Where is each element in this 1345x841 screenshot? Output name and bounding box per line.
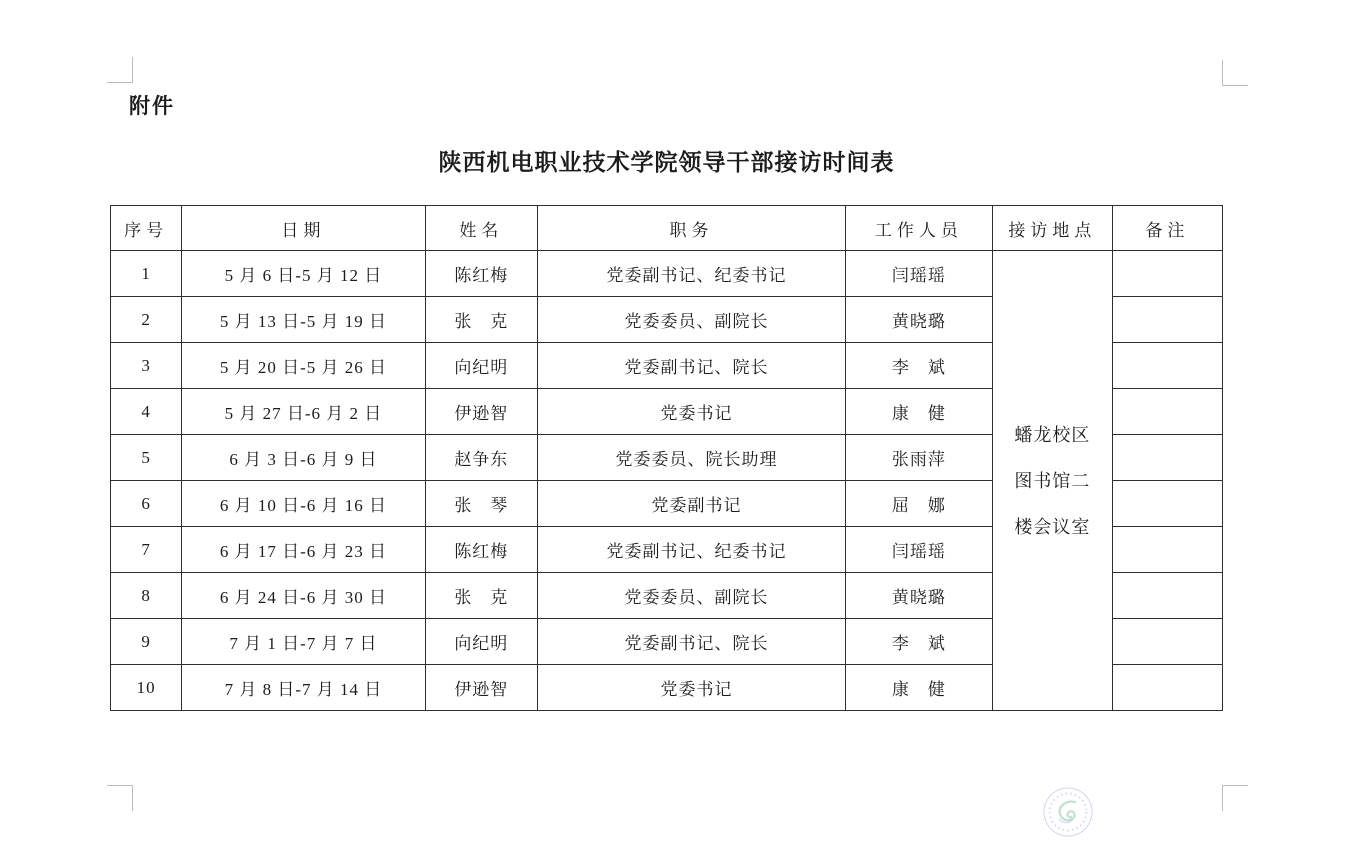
cell-name: 伊逊智: [425, 665, 537, 711]
cell-no: 1: [111, 251, 182, 297]
table-header-row: [111, 206, 1223, 251]
cell-name: 张 克: [425, 297, 537, 343]
cell-name: 向纪明: [425, 343, 537, 389]
cell-no: 2: [111, 297, 182, 343]
cell-name: 张 琴: [425, 481, 537, 527]
cell-remark: [1112, 389, 1222, 435]
cell-date: 7 月 8 日-7 月 14 日: [182, 665, 426, 711]
cell-date: 7 月 1 日-7 月 7 日: [182, 619, 426, 665]
header-no: 序号: [111, 206, 182, 251]
header-date: 日期: [182, 206, 426, 251]
cell-no: 9: [111, 619, 182, 665]
cell-date: 5 月 27 日-6 月 2 日: [182, 389, 426, 435]
cell-position: 党委副书记、纪委书记: [537, 527, 845, 573]
page-title: 陕西机电职业技术学院领导干部接访时间表: [438, 149, 895, 175]
cell-staff: 李 斌: [846, 343, 993, 389]
school-seal-icon: [1042, 786, 1094, 838]
attachment-label: 附件: [129, 94, 175, 118]
text-boundary-mark-top-left: [107, 57, 133, 83]
cell-staff: 黄晓璐: [846, 573, 993, 619]
cell-date: 6 月 17 日-6 月 23 日: [182, 527, 426, 573]
header-location: 接访地点: [992, 206, 1112, 251]
cell-name: 陈红梅: [425, 251, 537, 297]
cell-remark: [1112, 343, 1222, 389]
cell-location-merged: [992, 251, 1112, 711]
location-line: 楼会议室: [1014, 516, 1091, 537]
cell-position: 党委委员、副院长: [537, 573, 845, 619]
cell-name: 陈红梅: [425, 527, 537, 573]
cell-date: 5 月 6 日-5 月 12 日: [182, 251, 426, 297]
table-row: [111, 251, 1223, 297]
cell-no: 5: [111, 435, 182, 481]
cell-name: 伊逊智: [425, 389, 537, 435]
cell-no: 7: [111, 527, 182, 573]
cell-position: 党委副书记: [537, 481, 845, 527]
cell-position: 党委副书记、院长: [537, 619, 845, 665]
cell-remark: [1112, 435, 1222, 481]
cell-staff: 康 健: [846, 389, 993, 435]
cell-remark: [1112, 665, 1222, 711]
cell-staff: 闫瑶瑶: [846, 251, 993, 297]
header-staff: 工作人员: [846, 206, 993, 251]
location-line: 图书馆二: [1014, 470, 1091, 491]
cell-staff: 屈 娜: [846, 481, 993, 527]
cell-date: 6 月 10 日-6 月 16 日: [182, 481, 426, 527]
cell-remark: [1112, 481, 1222, 527]
cell-position: 党委委员、副院长: [537, 297, 845, 343]
cell-remark: [1112, 251, 1222, 297]
cell-position: 党委书记: [537, 389, 845, 435]
cell-remark: [1112, 619, 1222, 665]
cell-no: 3: [111, 343, 182, 389]
cell-position: 党委书记: [537, 665, 845, 711]
cell-no: 4: [111, 389, 182, 435]
text-boundary-mark-bottom-right: [1222, 785, 1248, 811]
cell-no: 6: [111, 481, 182, 527]
cell-remark: [1112, 297, 1222, 343]
cell-staff: 闫瑶瑶: [846, 527, 993, 573]
header-name: 姓名: [425, 206, 537, 251]
cell-date: 5 月 20 日-5 月 26 日: [182, 343, 426, 389]
cell-date: 5 月 13 日-5 月 19 日: [182, 297, 426, 343]
text-boundary-mark-top-right: [1222, 60, 1248, 86]
header-position: 职务: [537, 206, 845, 251]
cell-remark: [1112, 573, 1222, 619]
cell-position: 党委副书记、纪委书记: [537, 251, 845, 297]
cell-name: 张 克: [425, 573, 537, 619]
cell-no: 8: [111, 573, 182, 619]
cell-position: 党委委员、院长助理: [537, 435, 845, 481]
cell-name: 赵争东: [425, 435, 537, 481]
cell-staff: 康 健: [846, 665, 993, 711]
reception-schedule-table: [110, 205, 1223, 711]
text-boundary-mark-bottom-left: [107, 785, 133, 811]
cell-no: 10: [111, 665, 182, 711]
cell-staff: 黄晓璐: [846, 297, 993, 343]
header-remark: 备注: [1112, 206, 1222, 251]
cell-name: 向纪明: [425, 619, 537, 665]
cell-remark: [1112, 527, 1222, 573]
location-line: 蟠龙校区: [1014, 424, 1091, 445]
cell-position: 党委副书记、院长: [537, 343, 845, 389]
cell-staff: 李 斌: [846, 619, 993, 665]
cell-staff: 张雨萍: [846, 435, 993, 481]
cell-date: 6 月 3 日-6 月 9 日: [182, 435, 426, 481]
cell-date: 6 月 24 日-6 月 30 日: [182, 573, 426, 619]
